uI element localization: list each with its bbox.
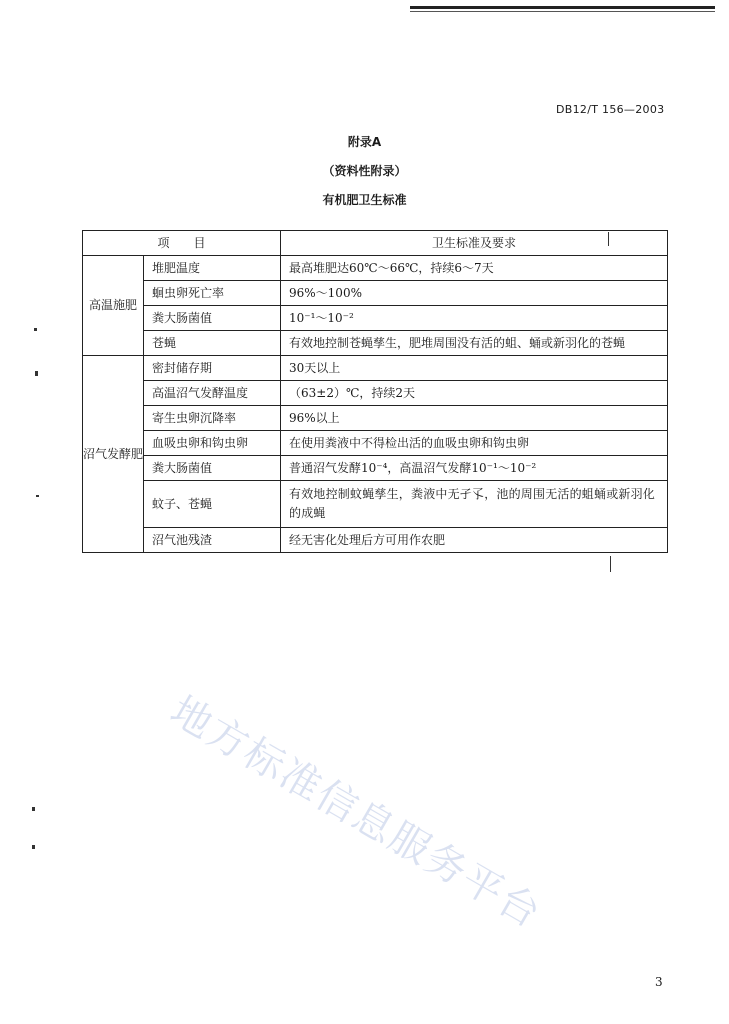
watermark: 地方标准信息服务平台 bbox=[162, 687, 550, 938]
table-row bbox=[83, 281, 668, 306]
appendix-title: 附录A bbox=[347, 135, 382, 149]
page-number: 3 bbox=[655, 975, 663, 989]
item-cell: 沼气池残渣 bbox=[144, 528, 281, 553]
requirement-cell: 最高堆肥达60℃～66℃，持续6～7天 bbox=[281, 256, 668, 281]
requirement-cell: 有效地控制蚊蝇孳生，粪液中无孑孓，池的周围无活的蛆蛹或新羽化的成蝇 bbox=[281, 481, 668, 528]
item-cell: 蚊子、苍蝇 bbox=[144, 481, 281, 528]
table-row bbox=[83, 406, 668, 431]
table-header-row bbox=[83, 231, 668, 256]
scan-speck bbox=[608, 232, 609, 246]
table-row bbox=[83, 256, 668, 281]
requirement-cell: 10⁻¹～10⁻² bbox=[281, 306, 668, 331]
table-row bbox=[83, 481, 668, 528]
table-row bbox=[83, 431, 668, 456]
scan-speck bbox=[36, 495, 39, 497]
requirement-cell: 有效地控制苍蝇孳生，肥堆周围没有活的蛆、蛹或新羽化的苍蝇 bbox=[281, 331, 668, 356]
item-cell: 苍蝇 bbox=[144, 331, 281, 356]
item-cell: 高温沼气发酵温度 bbox=[144, 381, 281, 406]
table-row bbox=[83, 381, 668, 406]
table-row bbox=[83, 456, 668, 481]
table-title: 有机肥卫生标准 bbox=[322, 193, 407, 207]
header-rule-thin bbox=[410, 11, 715, 12]
scan-speck bbox=[35, 371, 38, 376]
document-code: DB12/T 156—2003 bbox=[556, 103, 665, 116]
scan-speck bbox=[32, 807, 35, 811]
scan-speck bbox=[32, 845, 35, 849]
requirement-cell: 普通沼气发酵10⁻⁴，高温沼气发酵10⁻¹～10⁻² bbox=[281, 456, 668, 481]
table-row bbox=[83, 331, 668, 356]
table-row bbox=[83, 306, 668, 331]
requirement-cell: 96%～100% bbox=[281, 281, 668, 306]
scan-speck bbox=[610, 556, 611, 572]
hygiene-standard-table bbox=[82, 230, 668, 553]
table-row bbox=[83, 528, 668, 553]
header-item: 项 目 bbox=[83, 231, 281, 256]
item-cell: 堆肥温度 bbox=[144, 256, 281, 281]
header-rule bbox=[410, 6, 715, 9]
item-cell: 密封储存期 bbox=[144, 356, 281, 381]
item-cell: 蛔虫卵死亡率 bbox=[144, 281, 281, 306]
appendix-subtitle: （资料性附录） bbox=[322, 164, 407, 178]
item-cell: 血吸虫卵和钩虫卵 bbox=[144, 431, 281, 456]
category-cell: 高温施肥 bbox=[83, 256, 144, 356]
requirement-cell: 96%以上 bbox=[281, 406, 668, 431]
requirement-cell: 在使用粪液中不得检出活的血吸虫卵和钩虫卵 bbox=[281, 431, 668, 456]
item-cell: 粪大肠菌值 bbox=[144, 306, 281, 331]
item-cell: 寄生虫卵沉降率 bbox=[144, 406, 281, 431]
header-requirement: 卫生标准及要求 bbox=[281, 231, 668, 256]
requirement-cell: 30天以上 bbox=[281, 356, 668, 381]
requirement-cell: 经无害化处理后方可用作农肥 bbox=[281, 528, 668, 553]
requirement-cell: （63±2）℃，持续2天 bbox=[281, 381, 668, 406]
scan-speck bbox=[34, 328, 37, 331]
item-cell: 粪大肠菌值 bbox=[144, 456, 281, 481]
category-cell: 沼气发酵肥 bbox=[83, 356, 144, 553]
table-row bbox=[83, 356, 668, 381]
